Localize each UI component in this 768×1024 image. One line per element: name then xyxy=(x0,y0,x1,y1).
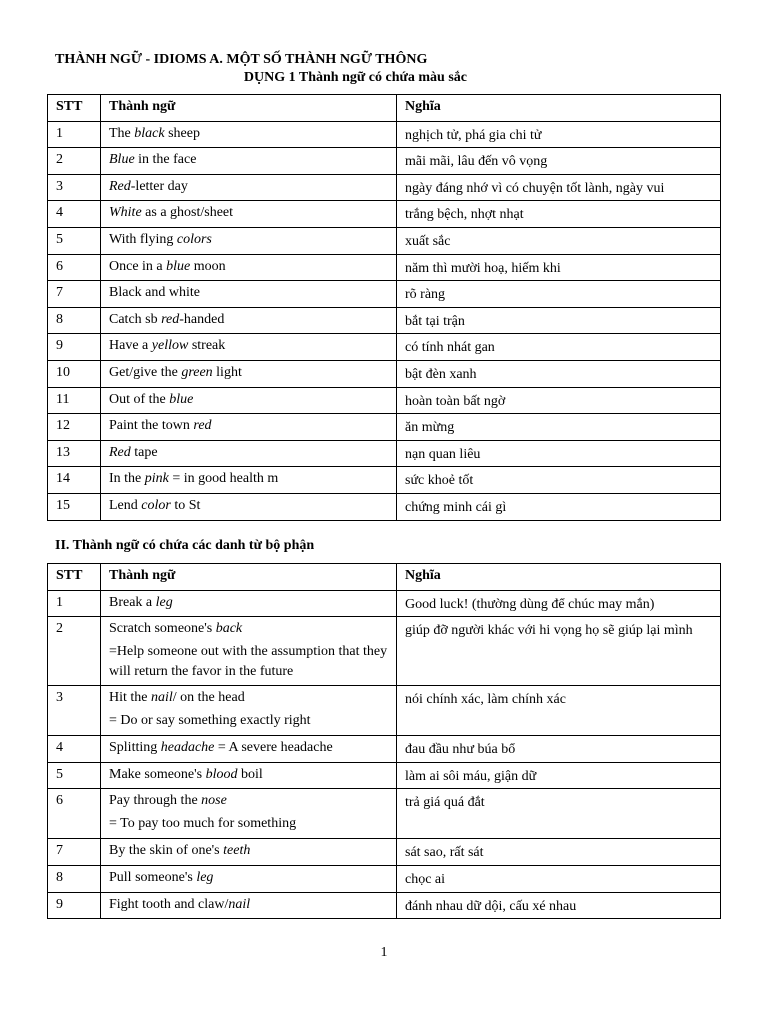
table-row xyxy=(48,440,721,467)
row-number: 15 xyxy=(48,493,101,520)
idiom-text: Once in a xyxy=(109,258,167,274)
idiom-keyword: teeth xyxy=(223,843,251,859)
header-meaning: Nghĩa xyxy=(397,564,721,591)
idiom-text: Break a xyxy=(109,594,156,610)
idiom-cell xyxy=(101,414,397,441)
meaning-cell: ăn mừng xyxy=(397,414,721,441)
idiom-cell xyxy=(101,839,397,866)
idiom-cell xyxy=(101,736,397,763)
idiom-text: Pay through the xyxy=(109,793,202,809)
idiom-keyword: Blue xyxy=(109,152,135,168)
meaning-cell: rõ ràng xyxy=(397,281,721,308)
row-number: 2 xyxy=(48,617,101,686)
idiom-text: In the xyxy=(109,471,145,487)
row-number: 13 xyxy=(48,440,101,467)
idiom-text-end: in the face xyxy=(134,152,197,168)
idiom-text: Get/give the xyxy=(109,364,182,380)
row-number: 5 xyxy=(48,227,101,254)
meaning-cell: làm ai sôi máu, giận dữ xyxy=(397,762,721,789)
table-row xyxy=(48,762,721,789)
idiom-explanation: = To pay too much for something xyxy=(109,816,297,832)
row-number: 1 xyxy=(48,590,101,617)
idiom-cell xyxy=(101,617,397,686)
idiom-text-end: tape xyxy=(130,444,158,460)
row-number: 8 xyxy=(48,307,101,334)
idiom-keyword: black xyxy=(134,125,165,141)
table-row xyxy=(48,414,721,441)
header-stt: STT xyxy=(48,564,101,591)
idiom-text: Scratch someone's xyxy=(109,621,216,637)
meaning-cell: ngày đáng nhớ vì có chuyện tốt lành, ngày vui xyxy=(397,174,721,201)
idiom-cell xyxy=(101,148,397,175)
idiom-text: Splitting xyxy=(109,740,161,756)
row-number: 10 xyxy=(48,360,101,387)
idiom-text: Pull someone's xyxy=(109,869,197,885)
row-number: 5 xyxy=(48,762,101,789)
idiom-keyword: back xyxy=(215,621,243,637)
idiom-cell xyxy=(101,892,397,919)
table-row xyxy=(48,281,721,308)
idiom-text: By the skin of one's xyxy=(109,843,224,859)
row-number: 3 xyxy=(48,686,101,736)
table-row xyxy=(48,121,721,148)
idiom-text-end: = A severe headache xyxy=(214,740,333,756)
idiom-explanation: = Do or say something exactly right xyxy=(109,713,311,729)
idiom-keyword: pink xyxy=(144,471,169,487)
meaning-cell: trả giá quá đắt xyxy=(397,789,721,839)
meaning-cell: nói chính xác, làm chính xác xyxy=(397,686,721,736)
page-number: 1 xyxy=(380,945,388,960)
idiom-text-end: to St xyxy=(170,497,201,513)
idiom-text-end: sheep xyxy=(164,125,200,141)
idiom-cell xyxy=(101,201,397,228)
idiom-cell xyxy=(101,360,397,387)
idiom-text: Black and white xyxy=(109,285,200,301)
idiom-text: Lend xyxy=(109,497,142,513)
table-row xyxy=(48,227,721,254)
table-row xyxy=(48,839,721,866)
idiom-explanation: =Help someone out with the assumption that they will return the favor in the future xyxy=(109,644,388,680)
idiom-keyword: leg xyxy=(196,869,214,885)
table-row xyxy=(48,148,721,175)
row-number: 8 xyxy=(48,865,101,892)
row-number: 6 xyxy=(48,254,101,281)
body-part-idioms-table xyxy=(47,563,721,919)
row-number: 9 xyxy=(48,892,101,919)
meaning-cell: bật đèn xanh xyxy=(397,360,721,387)
table-row xyxy=(48,201,721,228)
table-header-row xyxy=(48,95,721,122)
meaning-cell: đánh nhau dữ dội, cấu xé nhau xyxy=(397,892,721,919)
meaning-cell: mãi mãi, lâu đến vô vọng xyxy=(397,148,721,175)
table-row xyxy=(48,493,721,520)
color-idioms-table xyxy=(47,94,721,521)
idiom-cell xyxy=(101,281,397,308)
title-line-1: THÀNH NGỮ - IDIOMS A. MỘT SỐ THÀNH NGỮ THÔNG xyxy=(55,52,428,67)
idiom-keyword: blood xyxy=(205,766,238,782)
idiom-keyword: red xyxy=(193,418,212,434)
idiom-cell xyxy=(101,334,397,361)
table-row xyxy=(48,254,721,281)
idiom-text: With flying xyxy=(109,231,177,247)
table-row xyxy=(48,174,721,201)
idiom-text-end: as a ghost/sheet xyxy=(141,205,234,221)
table-header-row xyxy=(48,564,721,591)
meaning-cell: trắng bệch, nhợt nhạt xyxy=(397,201,721,228)
idiom-keyword: headache xyxy=(160,740,215,756)
table-row xyxy=(48,467,721,494)
table-row xyxy=(48,686,721,736)
idiom-text-end: moon xyxy=(190,258,226,274)
row-number: 9 xyxy=(48,334,101,361)
table-row xyxy=(48,360,721,387)
document-title xyxy=(55,51,475,87)
idiom-cell xyxy=(101,467,397,494)
idiom-cell xyxy=(101,121,397,148)
idiom-keyword: blue xyxy=(166,258,191,274)
idiom-cell xyxy=(101,227,397,254)
row-number: 1 xyxy=(48,121,101,148)
section-2-heading: II. Thành ngữ có chứa các danh từ bộ phận xyxy=(55,538,315,553)
meaning-cell: giúp đỡ người khác với hi vọng họ sẽ giúp lại mình xyxy=(397,617,721,686)
idiom-keyword: Red xyxy=(109,178,131,194)
meaning-cell: năm thì mười hoạ, hiếm khi xyxy=(397,254,721,281)
table-row xyxy=(48,892,721,919)
idiom-keyword: red xyxy=(161,311,180,327)
row-number: 14 xyxy=(48,467,101,494)
idiom-text: Have a xyxy=(109,338,152,354)
row-number: 12 xyxy=(48,414,101,441)
idiom-text-end: boil xyxy=(237,766,263,782)
idiom-text-end: streak xyxy=(188,338,226,354)
row-number: 2 xyxy=(48,148,101,175)
idiom-cell xyxy=(101,440,397,467)
idiom-text-end: -handed xyxy=(179,311,225,327)
idiom-cell xyxy=(101,865,397,892)
table-row xyxy=(48,387,721,414)
table-row xyxy=(48,334,721,361)
table-row xyxy=(48,617,721,686)
idiom-text: Catch sb xyxy=(109,311,162,327)
table-row xyxy=(48,865,721,892)
idiom-cell xyxy=(101,174,397,201)
idiom-text-end: / on the head xyxy=(172,690,245,706)
idiom-text: Out of the xyxy=(109,391,170,407)
meaning-cell: có tính nhát gan xyxy=(397,334,721,361)
header-meaning: Nghĩa xyxy=(397,95,721,122)
meaning-cell: Good luck! (thường dùng để chúc may mắn) xyxy=(397,590,721,617)
title-line-2: DỤNG 1 Thành ngữ có chứa màu sắc xyxy=(243,70,467,85)
idiom-text: Paint the town xyxy=(109,418,194,434)
idiom-text: Hit the xyxy=(109,690,151,706)
table-row xyxy=(48,789,721,839)
idiom-cell xyxy=(101,590,397,617)
idiom-cell xyxy=(101,387,397,414)
meaning-cell: hoàn toàn bất ngờ xyxy=(397,387,721,414)
row-number: 3 xyxy=(48,174,101,201)
meaning-cell: đau đầu như búa bổ xyxy=(397,736,721,763)
idiom-keyword: nose xyxy=(201,793,227,809)
idiom-cell xyxy=(101,254,397,281)
idiom-keyword: yellow xyxy=(151,338,189,354)
meaning-cell: nạn quan liêu xyxy=(397,440,721,467)
meaning-cell: bắt tại trận xyxy=(397,307,721,334)
idiom-keyword: color xyxy=(141,497,171,513)
table-row xyxy=(48,736,721,763)
idiom-keyword: blue xyxy=(169,391,194,407)
idiom-text-end: -letter day xyxy=(130,178,188,194)
idiom-keyword: green xyxy=(181,364,213,380)
meaning-cell: nghịch tử, phá gia chi tử xyxy=(397,121,721,148)
header-stt: STT xyxy=(48,95,101,122)
idiom-text: Make someone's xyxy=(109,766,206,782)
idiom-keyword: Red xyxy=(109,444,131,460)
idiom-keyword: leg xyxy=(155,594,173,610)
idiom-keyword: White xyxy=(109,205,142,221)
idiom-text: Fight tooth and claw/ xyxy=(109,896,229,912)
meaning-cell: xuất sắc xyxy=(397,227,721,254)
row-number: 4 xyxy=(48,736,101,763)
idiom-keyword: nail xyxy=(151,690,173,706)
idiom-cell xyxy=(101,307,397,334)
idiom-cell xyxy=(101,493,397,520)
row-number: 6 xyxy=(48,789,101,839)
header-idiom: Thành ngữ xyxy=(101,95,397,122)
row-number: 7 xyxy=(48,281,101,308)
idiom-cell xyxy=(101,762,397,789)
header-idiom: Thành ngữ xyxy=(101,564,397,591)
idiom-text: The xyxy=(109,125,135,141)
idiom-cell xyxy=(101,686,397,736)
idiom-text-end: light xyxy=(212,364,242,380)
meaning-cell: sát sao, rất sát xyxy=(397,839,721,866)
idiom-cell xyxy=(101,789,397,839)
row-number: 11 xyxy=(48,387,101,414)
table-row xyxy=(48,590,721,617)
idiom-keyword: colors xyxy=(176,231,212,247)
idiom-text-end: = in good health m xyxy=(168,471,279,487)
table-row xyxy=(48,307,721,334)
row-number: 4 xyxy=(48,201,101,228)
idiom-keyword: nail xyxy=(228,896,251,912)
meaning-cell: sức khoẻ tốt xyxy=(397,467,721,494)
meaning-cell: chứng minh cái gì xyxy=(397,493,721,520)
meaning-cell: chọc ai xyxy=(397,865,721,892)
row-number: 7 xyxy=(48,839,101,866)
